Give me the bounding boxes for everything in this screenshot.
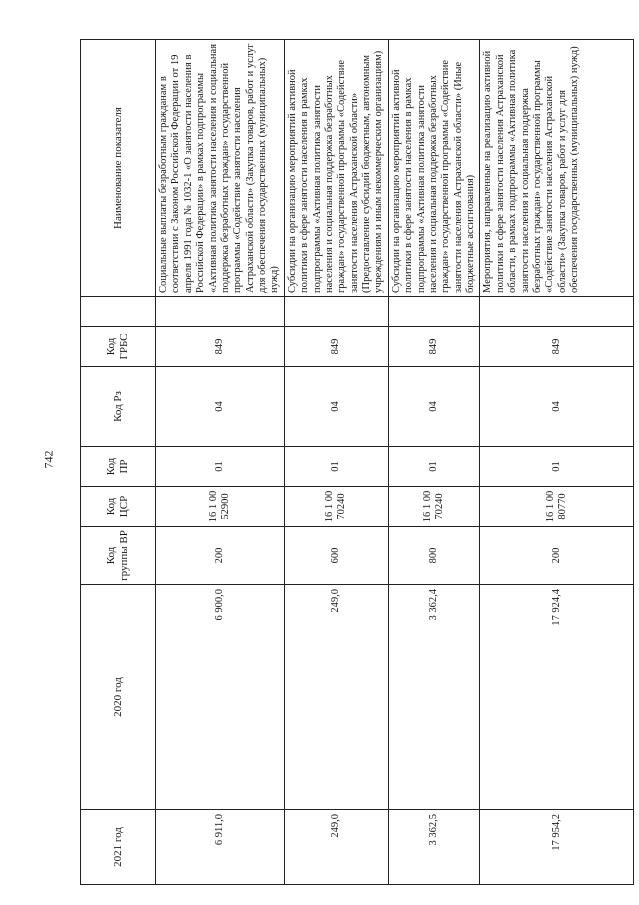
cell-gap <box>480 297 634 327</box>
cell-rz: 04 <box>480 367 634 447</box>
cell-vr: 200 <box>156 527 285 585</box>
header-name: Наименование показателя <box>81 40 156 297</box>
table-row <box>480 40 634 885</box>
cell-grbs: 849 <box>284 327 388 367</box>
cell-2020: 6 900,0 <box>156 585 285 810</box>
cell-2021: 6 911,0 <box>156 810 285 885</box>
cell-grbs: 849 <box>388 327 480 367</box>
page-number: 742 <box>41 450 56 469</box>
cell-name: Субсидии на организацию мероприятий активной политики в сфере занятости населения в рамках подпрограммы «Активная политика занятости населения и социальная поддержка безработных граждан» государственной программы «Содействие занятости населения Астраханской области» (Иные бюджетные ассигнования) <box>388 40 480 297</box>
header-gap <box>81 297 156 327</box>
cell-pr: 01 <box>388 447 480 487</box>
table-row <box>284 40 388 885</box>
cell-name: Социальные выплаты безработным гражданам в соответствии с Законом Российской Федерации от 19 апреля 1991 года № 1032-1 «О занятости населения в Российской Федерации» в рамках подпрограммы «Активная политика занятости населения и социальная поддержка безработных граждан» государственной программы «Содействие занятости населения Астраханской области» (Закупка товаров, работ и услуг для обеспечения государственных (муниципальных) нужд) <box>156 40 285 297</box>
header-csr: Код ЦСР <box>81 487 156 527</box>
cell-grbs: 849 <box>156 327 285 367</box>
header-pr: Код ПР <box>81 447 156 487</box>
cell-2021: 17 954,2 <box>480 810 634 885</box>
table-row <box>388 40 480 885</box>
header-2021: 2021 год <box>81 810 156 885</box>
cell-2020: 249,0 <box>284 585 388 810</box>
cell-csr: 16 1 00 70240 <box>388 487 480 527</box>
budget-table <box>80 39 634 885</box>
header-2020: 2020 год <box>81 585 156 810</box>
cell-pr: 01 <box>284 447 388 487</box>
cell-vr: 800 <box>388 527 480 585</box>
cell-name: Субсидии на организацию мероприятий активной политики в сфере занятости населения в рамках подпрограммы «Активная политика занятости населения и социальная поддержка безработных граждан» государственной программы «Содействие занятости населения Астраханской области» (Предоставление субсидий бюджетным, автономным учреждениям и иным некоммерческим организациям) <box>284 40 388 297</box>
cell-rz: 04 <box>284 367 388 447</box>
cell-grbs: 849 <box>480 327 634 367</box>
cell-name: Мероприятия, направленные на реализацию активной политики в сфере занятости населения Астраханской области, в рамках подпрограммы «Активная политика занятости населения и социальная поддержка безработных граждан» государственной программы «Содействие занятости населения Астраханской области» (Закупка товаров, работ и услуг для обеспечения государственных (муниципальных) нужд) <box>480 40 634 297</box>
cell-csr: 16 1 00 70240 <box>284 487 388 527</box>
header-rz: Код Рз <box>81 367 156 447</box>
cell-2020: 3 362,4 <box>388 585 480 810</box>
cell-vr: 600 <box>284 527 388 585</box>
table-row <box>156 40 285 885</box>
cell-rz: 04 <box>388 367 480 447</box>
header-grbs: Код ГРБС <box>81 327 156 367</box>
cell-vr: 200 <box>480 527 634 585</box>
cell-2021: 3 362,5 <box>388 810 480 885</box>
cell-2021: 249,0 <box>284 810 388 885</box>
cell-rz: 04 <box>156 367 285 447</box>
cell-pr: 01 <box>156 447 285 487</box>
cell-csr: 16 1 00 52900 <box>156 487 285 527</box>
cell-pr: 01 <box>480 447 634 487</box>
header-vr: Код группы ВР <box>81 527 156 585</box>
cell-2020: 17 924,4 <box>480 585 634 810</box>
rotated-table-wrapper <box>80 40 612 885</box>
cell-csr: 16 1 00 80770 <box>480 487 634 527</box>
cell-gap <box>388 297 480 327</box>
cell-gap <box>284 297 388 327</box>
cell-gap <box>156 297 285 327</box>
table-header-row <box>81 40 156 885</box>
